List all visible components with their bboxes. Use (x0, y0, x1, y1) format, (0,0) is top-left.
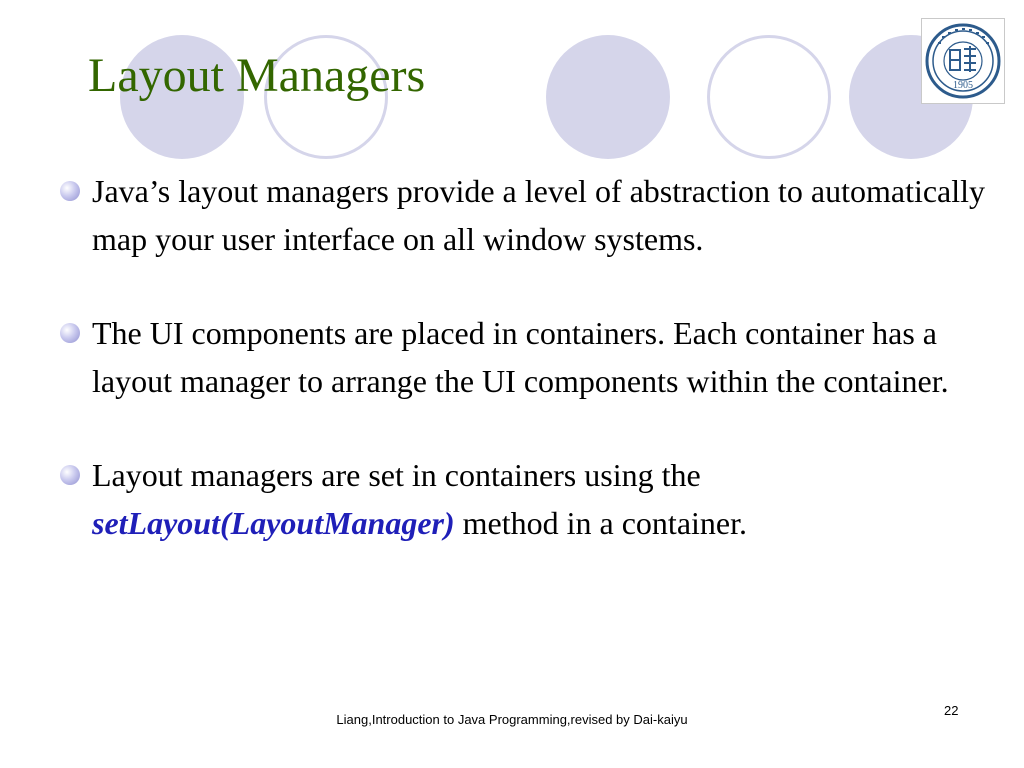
university-logo (921, 18, 1005, 104)
bullet-item (56, 451, 991, 547)
bullet-text-continued: method in a container. (454, 505, 747, 541)
seal-icon (924, 22, 1002, 100)
bullet-icon (60, 323, 80, 343)
svg-text:1905: 1905 (953, 80, 973, 91)
method-name: setLayout(LayoutManager) (92, 505, 455, 541)
bullet-item (56, 309, 991, 405)
decorative-circle (546, 35, 670, 159)
slide-footer: Liang,Introduction to Java Programming,revised by Dai-kaiyu (336, 712, 688, 727)
bullet-text: Layout managers are set in containers using the (92, 457, 701, 493)
slide-title: Layout Managers (88, 49, 426, 102)
bullet-text: The UI components are placed in containers. Each container has a layout manager to arrange the UI components within the container. (92, 315, 949, 399)
bullet-icon (60, 465, 80, 485)
bullet-text: Java’s layout managers provide a level of abstraction to automatically map your user interface on all window systems. (92, 173, 986, 257)
decorative-circle (707, 35, 831, 159)
bullet-icon (60, 181, 80, 201)
page-number: 22 (944, 703, 959, 718)
bullet-list (56, 167, 991, 593)
bullet-item (56, 167, 991, 263)
